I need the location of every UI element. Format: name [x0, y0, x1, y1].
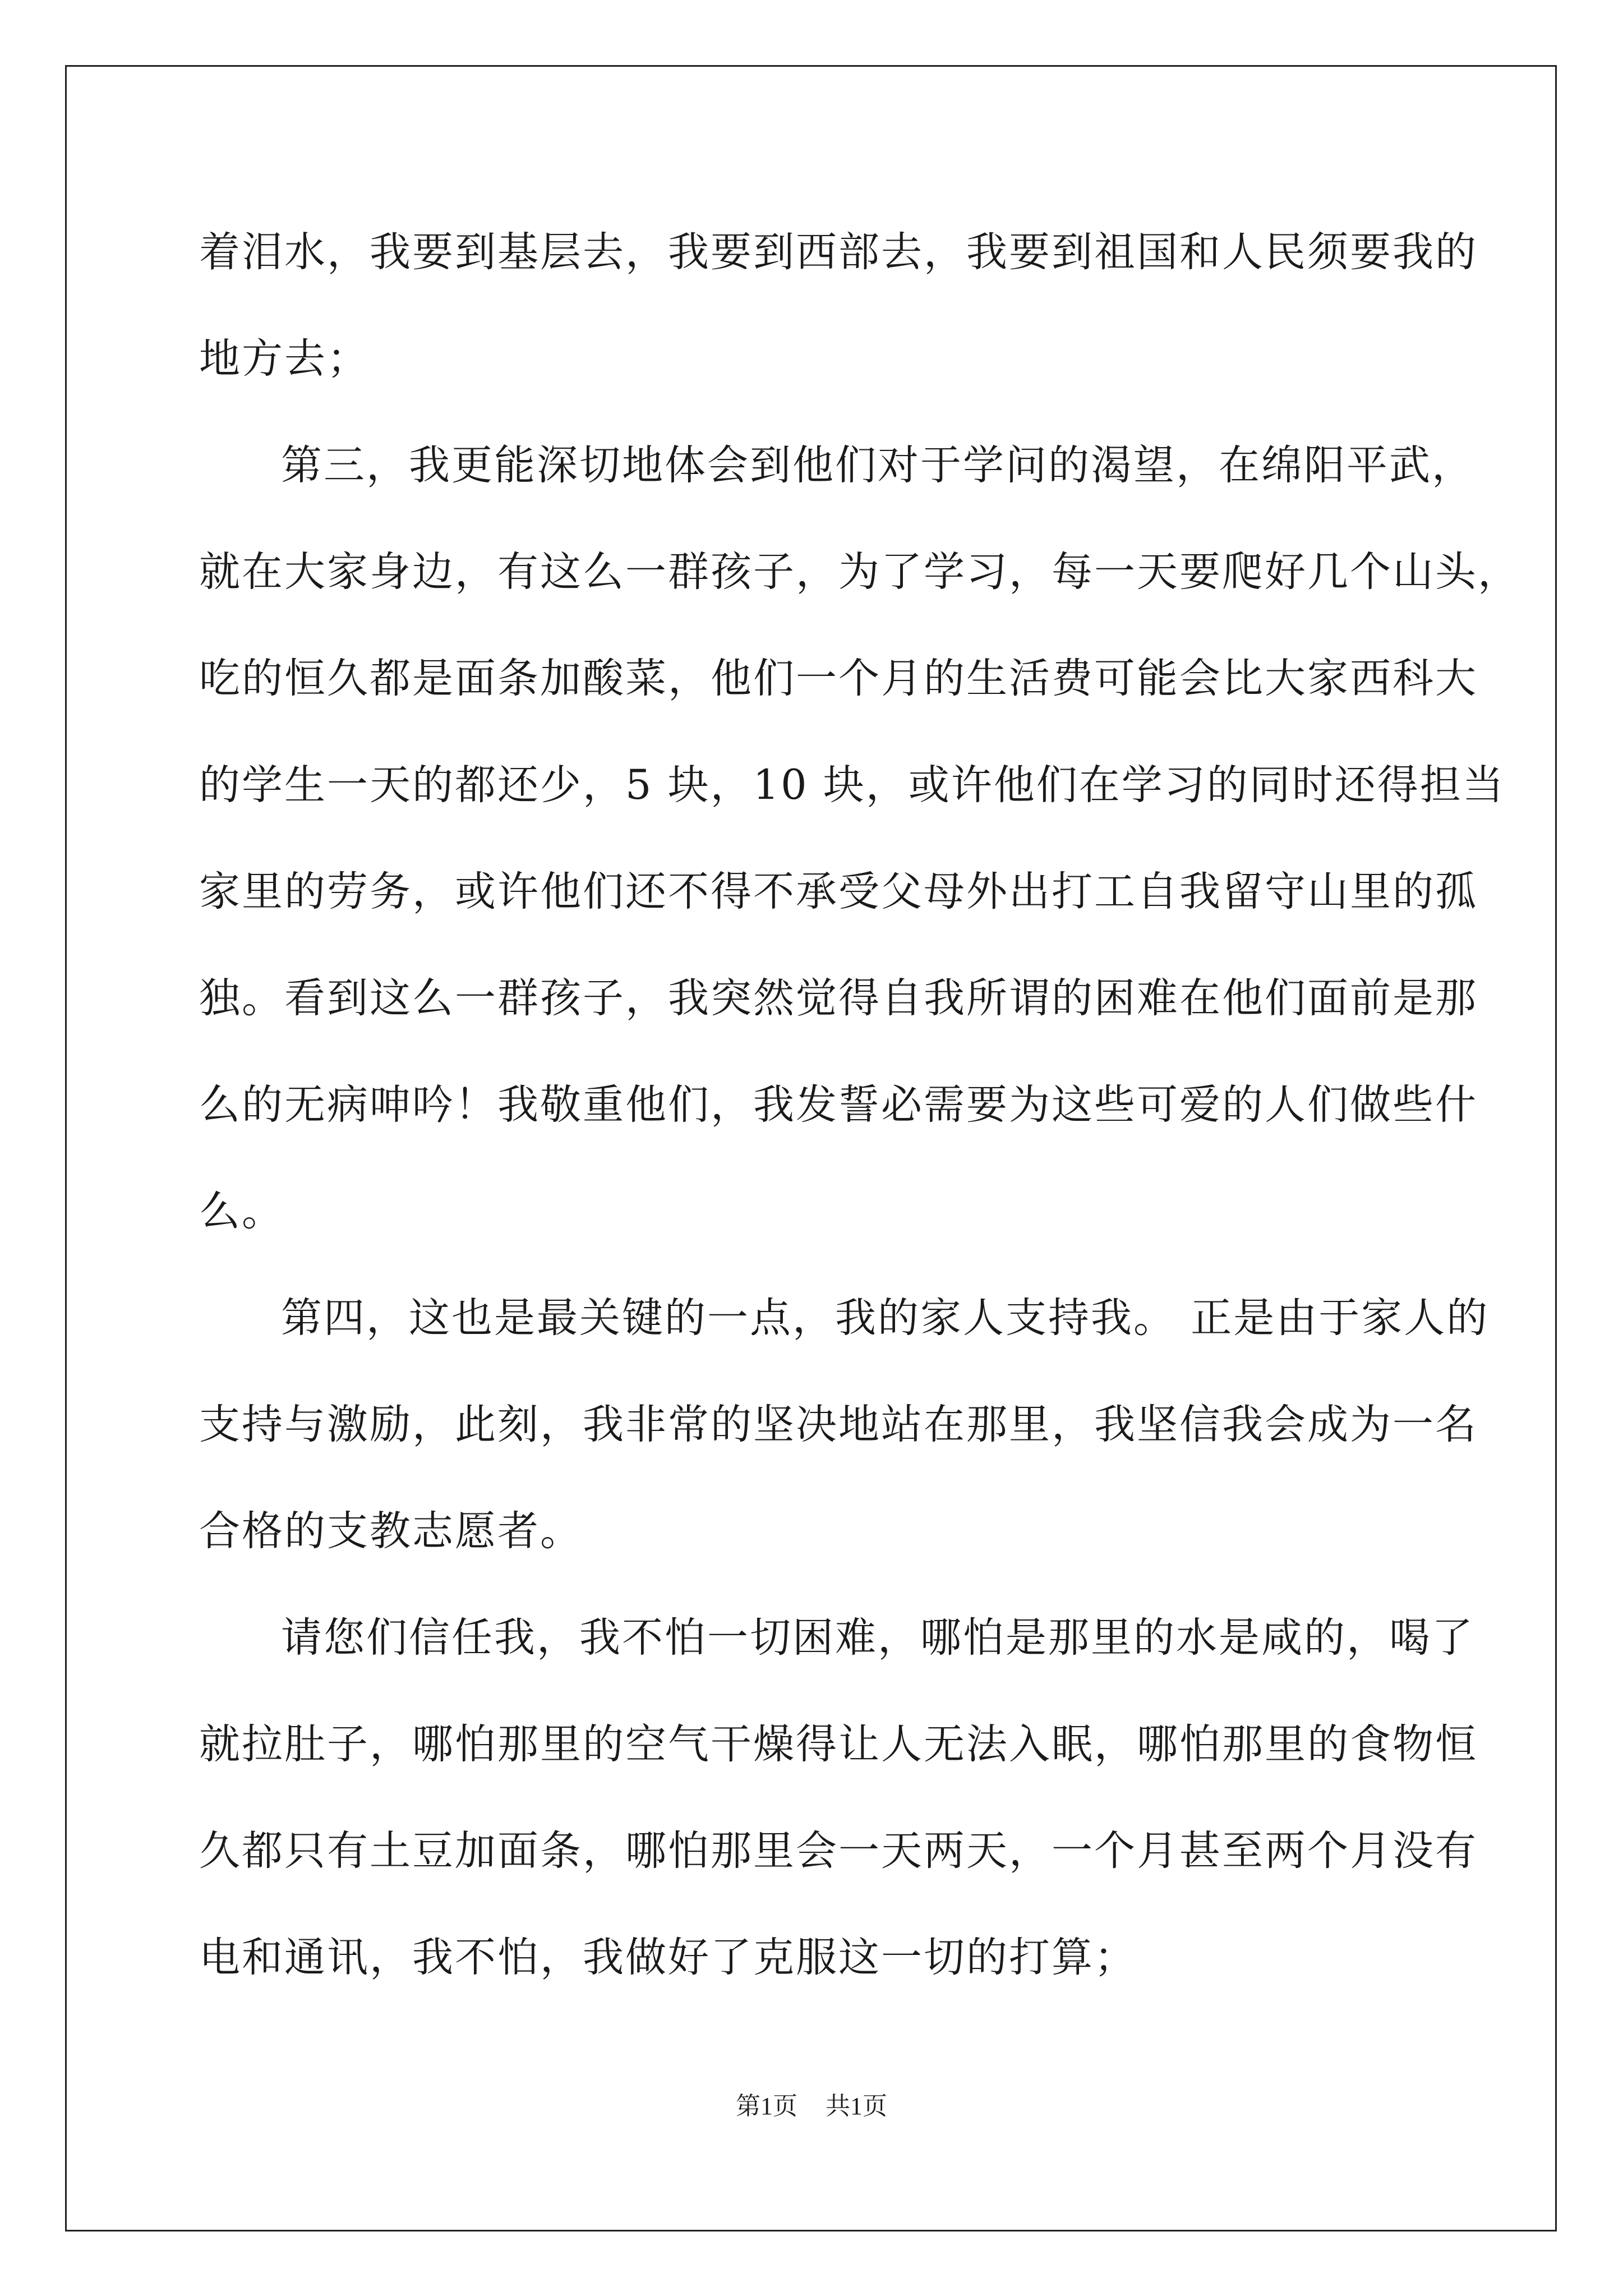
text-line: 支持与激励，此刻，我非常的坚决地站在那里，我坚信我会成为一名: [199, 1401, 1478, 1448]
text-line: 么。: [199, 1188, 284, 1235]
text-line: 着泪水，我要到基层去，我要到西部去，我要到祖国和人民须要我的: [199, 228, 1478, 276]
text-line: 家里的劳务，或许他们还不得不承受父母外出打工自我留守山里的孤: [199, 868, 1478, 915]
text-line: 吃的恒久都是面条加酸菜，他们一个月的生活费可能会比大家西科大: [199, 655, 1478, 702]
paragraph-first-line: 第四，这也是最关键的一点，我的家人支持我。 正是由于家人的: [281, 1294, 1490, 1342]
text-line: 就在大家身边，有这么一群孩子，为了学习，每一天要爬好几个山头，: [199, 548, 1520, 596]
text-line: 合格的支教志愿者。: [199, 1507, 583, 1555]
paragraph-first-line: 第三，我更能深切地体会到他们对于学问的渴望，在绵阳平武，: [281, 441, 1474, 489]
text-line: 地方去；: [199, 335, 370, 383]
text-line: 就拉肚子，哪怕那里的空气干燥得让人无法入眠，哪怕那里的食物恒: [199, 1720, 1478, 1768]
text-line: 电和通讯，我不怕，我做好了克服这一切的打算；: [199, 1934, 1137, 1981]
page-total: 共1页: [826, 2092, 887, 2120]
text-line: 么的无病呻吟！我敬重他们，我发誓必需要为这些可爱的人们做些什: [199, 1081, 1478, 1129]
text-line: 的学生一天的都还少，5 块，10 块，或许他们在学习的同时还得担当: [199, 761, 1505, 809]
paragraph-first-line: 请您们信任我，我不怕一切困难，哪怕是那里的水是咸的，喝了: [281, 1614, 1474, 1662]
page-footer: [0, 2086, 1623, 2122]
text-line: 久都只有土豆加面条，哪怕那里会一天两天，一个月甚至两个月没有: [199, 1827, 1478, 1875]
page-number: 第1页: [736, 2092, 797, 2120]
document-body: [199, 213, 1520, 2025]
text-line: 独。看到这么一群孩子，我突然觉得自我所谓的困难在他们面前是那: [199, 974, 1478, 1022]
